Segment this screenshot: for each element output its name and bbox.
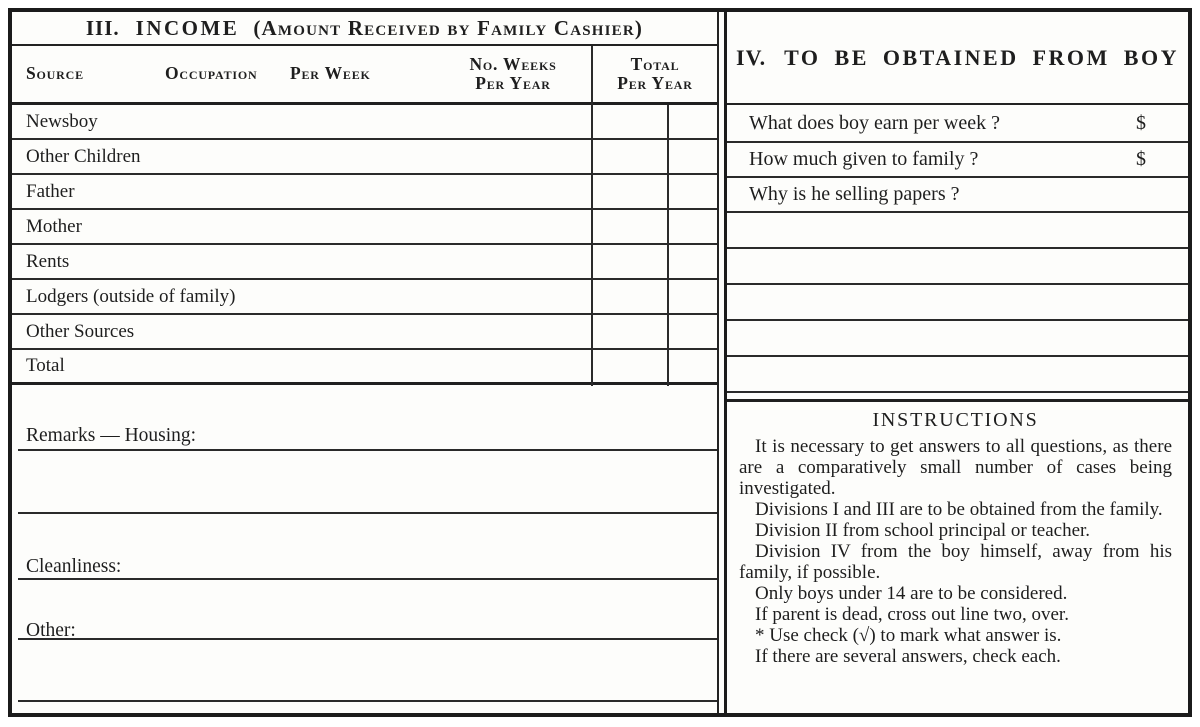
income-row-label: Newsboy: [26, 110, 98, 132]
boy-section-heading: [727, 12, 1188, 105]
write-in-line: [18, 700, 717, 702]
write-in-line: [18, 578, 717, 580]
dollar-sign: $: [1136, 148, 1146, 170]
income-row-label: Other Children: [26, 145, 141, 167]
question-text: Why is he selling papers ?: [749, 183, 960, 205]
instructions-paragraph: If parent is dead, cross out line two, over.: [755, 604, 1069, 625]
instructions-paragraph: It is necessary to get answers to all questions, as there are a comparatively small number of cases being investigated.: [739, 436, 1172, 499]
instructions-paragraph: Only boys under 14 are to be considered.: [755, 583, 1068, 604]
write-in-line: [18, 449, 717, 451]
income-row-newsboy: [12, 105, 717, 140]
column-header-no-weeks-per-year: [437, 55, 589, 93]
boy-section-numeral: IV.: [736, 44, 767, 70]
remarks-other-label: Other:: [26, 620, 76, 641]
write-in-line: [18, 512, 717, 514]
income-row-mother: [12, 210, 717, 245]
income-table-header: [12, 46, 717, 105]
answer-line: [727, 249, 1188, 285]
income-row-total: [12, 350, 717, 385]
column-header-occupation: Occupation: [165, 63, 258, 83]
answer-line: [727, 321, 1188, 357]
income-section-heading: [12, 12, 717, 46]
instructions-paragraph: Divisions I and III are to be obtained from the family.: [755, 499, 1163, 520]
income-row-father: [12, 175, 717, 210]
weeks-column-divider: [591, 46, 593, 386]
income-section-title: INCOME: [135, 15, 240, 40]
question-row-earn-per-week: [727, 105, 1188, 143]
income-row-label: Total: [26, 355, 65, 376]
income-panel: [12, 12, 719, 713]
income-row-label: Other Sources: [26, 320, 135, 342]
income-row-label: Father: [26, 180, 75, 202]
write-in-line: [18, 638, 717, 640]
income-section-subtitle: (Amount Received by Family Cashier): [253, 15, 644, 40]
income-row-other-children: [12, 140, 717, 175]
instructions-paragraph: Division II from school principal or teacher.: [755, 520, 1091, 541]
instructions-paragraph: If there are several answers, check each.: [755, 646, 1061, 667]
income-row-label: Rents: [26, 250, 70, 272]
question-row-why-selling: [727, 178, 1188, 213]
column-header-total-line1: Total: [630, 54, 680, 74]
column-header-total-line2: Per Year: [617, 73, 693, 93]
answer-line: [727, 285, 1188, 321]
instructions-section: [727, 399, 1188, 713]
income-row-label: Mother: [26, 215, 82, 237]
boy-panel: [724, 12, 1188, 713]
column-header-no-weeks-line1: No. Weeks: [469, 54, 557, 74]
income-row-label: Lodgers (outside of family): [26, 285, 236, 307]
income-section-numeral: III.: [85, 15, 120, 40]
boy-section-title: TO BE OBTAINED FROM BOY: [784, 44, 1179, 70]
instructions-title: INSTRUCTIONS: [872, 409, 1039, 431]
income-row-lodgers: [12, 280, 717, 315]
question-row-given-to-family: [727, 143, 1188, 178]
instructions-paragraph: * Use check (√) to mark what answer is.: [755, 625, 1062, 646]
answer-line: [727, 213, 1188, 249]
remarks-cleanliness-label: Cleanliness:: [26, 556, 122, 577]
income-table-rows: [12, 105, 717, 385]
column-header-source: Source: [26, 63, 84, 83]
column-header-total-per-year: [595, 55, 715, 93]
instructions-paragraph: Division IV from the boy himself, away from his family, if possible.: [739, 541, 1172, 583]
question-text: How much given to family ?: [749, 148, 979, 170]
question-text: What does boy earn per week ?: [749, 111, 1000, 134]
dollar-sign: $: [1136, 111, 1146, 134]
cents-column-divider: [667, 105, 669, 386]
answer-line: [727, 357, 1188, 393]
remarks-housing-label: Remarks — Housing:: [26, 425, 197, 446]
column-header-per-week: Per Week: [290, 63, 371, 83]
income-row-rents: [12, 245, 717, 280]
column-header-no-weeks-line2: Per Year: [475, 73, 551, 93]
boy-question-rows: [727, 105, 1188, 393]
survey-form: [8, 8, 1192, 717]
income-row-other-sources: [12, 315, 717, 350]
